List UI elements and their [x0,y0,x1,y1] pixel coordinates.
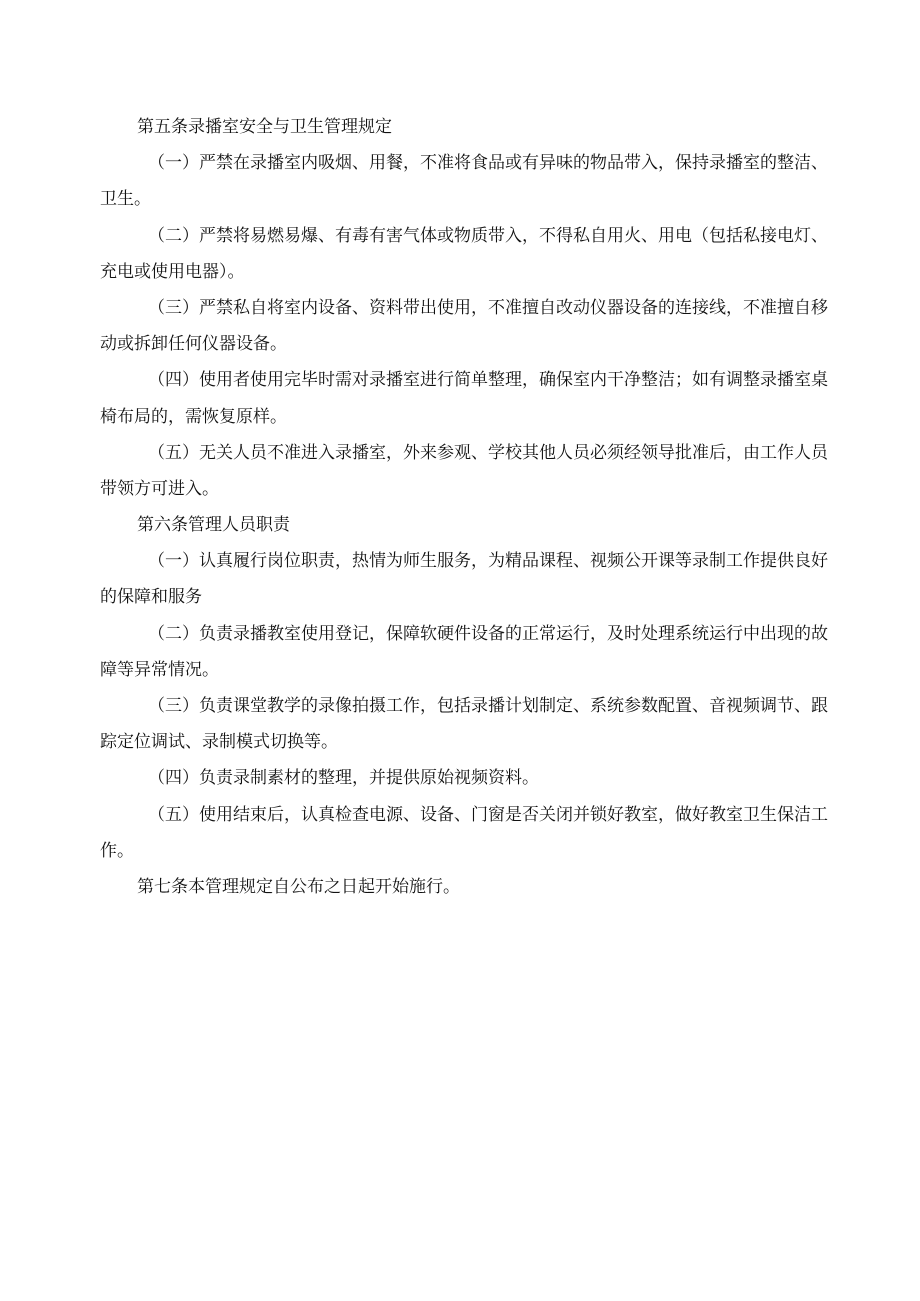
clause-line: （三）严禁私自将室内设备、资料带出使用，不准擅自改动仪器设备的连接线，不准擅自移 [148,297,828,318]
article-7 [0,869,920,905]
article-5-clause-1 [0,145,920,217]
clause-line: （一）认真履行岗位职责，热情为师生服务，为精品课程、视频公开课等录制工作提供良好 [148,551,828,572]
clause-line: （四）使用者使用完毕时需对录播室进行简单整理，确保室内干净整洁；如有调整录播室桌 [148,370,828,391]
clause-line: （一）严禁在录播室内吸烟、用餐，不准将食品或有异味的物品带入，保持录播室的整洁、 [148,153,828,174]
article-6-clause-3 [0,688,920,760]
clause-line: （二）负责录播教室使用登记，保障软硬件设备的正常运行，及时处理系统运行中出现的故 [148,623,828,644]
article-7-heading: 第七条本管理规定自公布之日起开始施行。 [137,876,460,897]
clause-line: （三）负责课堂教学的录像拍摄工作，包括录播计划制定、系统参数配置、音视频调节、跟 [148,696,828,716]
clause-line: （五）无关人员不准进入录播室，外来参观、学校其他人员必须经领导批准后，由工作人员 [148,442,828,463]
article-5-clause-3 [0,290,920,362]
article-6-clause-2 [0,616,920,688]
article-5-clause-2 [0,218,920,290]
document-body [0,109,920,905]
clause-line: 卫生。 [100,189,151,210]
article-5-clause-4 [0,362,920,434]
clause-line: 作。 [100,840,134,861]
article-6-clause-5 [0,797,920,869]
article-5-clause-5 [0,435,920,507]
article-6-heading: 第六条管理人员职责 [137,515,290,536]
clause-line: （五）使用结束后，认真检查电源、设备、门窗是否关闭并锁好教室，做好教室卫生保洁工 [148,804,828,825]
article-5-heading: 第五条录播室安全与卫生管理规定 [137,117,392,137]
clause-line: 动或拆卸任何仪器设备。 [100,334,287,355]
clause-line: 带领方可进入。 [100,478,219,499]
clause-line: 踪定位调试、录制模式切换等。 [100,732,338,753]
article-6 [0,507,920,869]
article-6-clause-4 [0,760,920,796]
clause-line: （四）负责录制素材的整理，并提供原始视频资料。 [148,768,539,789]
clause-line: 障等异常情况。 [100,659,219,680]
clause-line: 充电或使用电器）。 [100,261,245,282]
clause-line: 的保障和服务 [100,587,202,608]
article-6-clause-1 [0,543,920,615]
clause-line: 椅布局的，需恢复原样。 [100,406,287,427]
clause-line: （二）严禁将易燃易爆、有毒有害气体或物质带入，不得私自用火、用电（包括私接电灯、 [148,225,828,246]
article-5 [0,109,920,507]
